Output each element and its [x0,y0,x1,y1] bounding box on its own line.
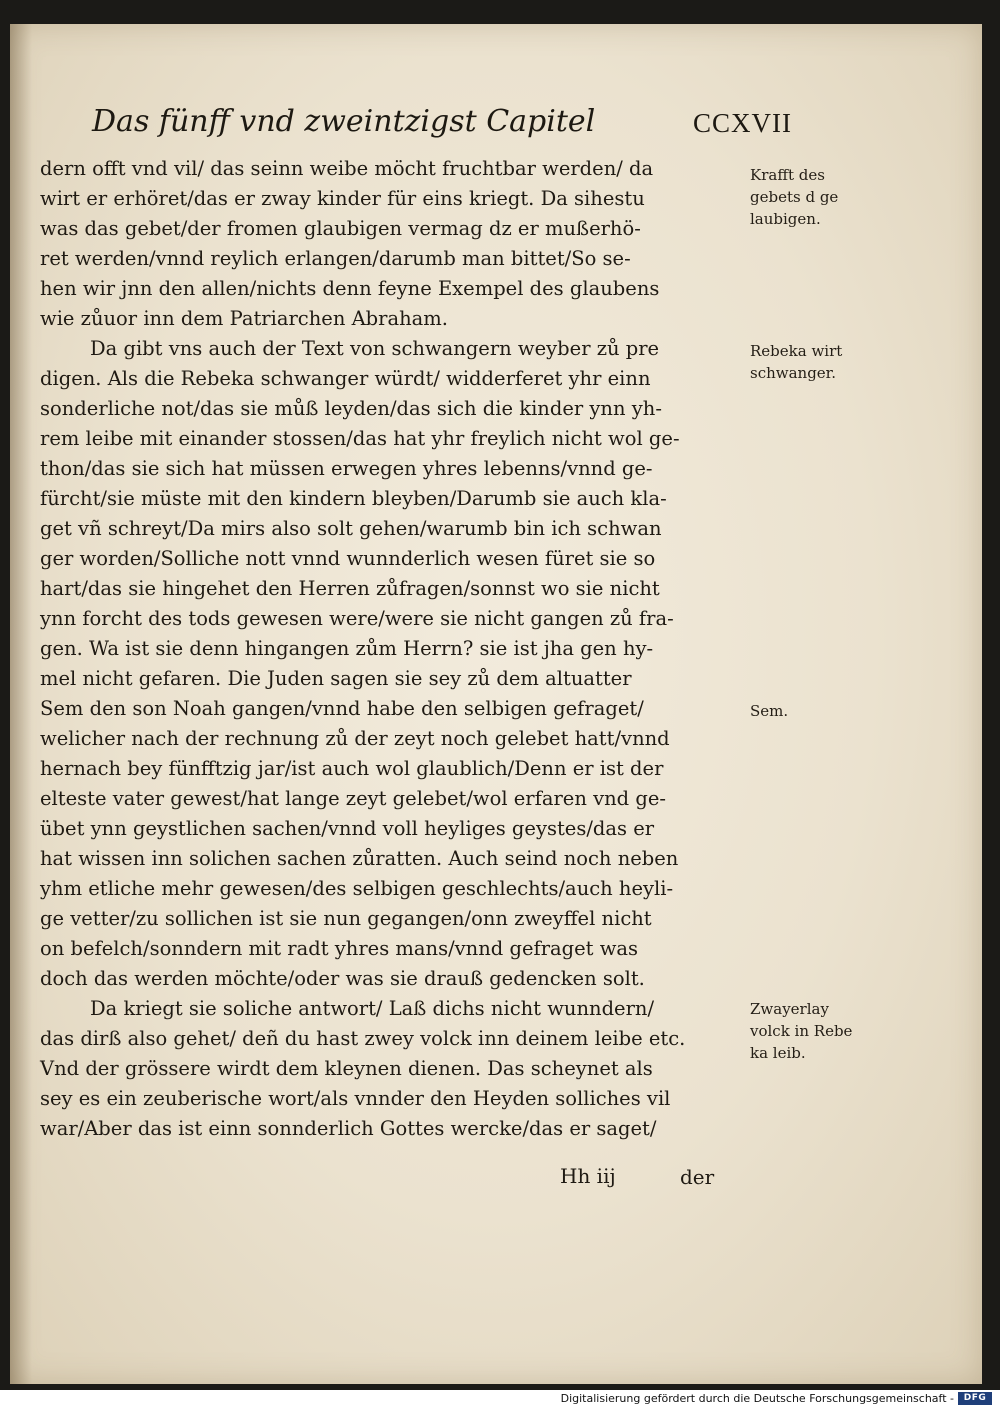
text-line: Da gibt vns auch der Text von schwangern weyber zů pre [90,337,660,360]
marginal-line: volck in Rebe [750,1022,853,1040]
text-line: gen. Wa ist sie denn hingangen zům Herrn? sie ist jha gen hy- [40,637,654,660]
catchword: der [680,1165,715,1189]
book-page [10,24,982,1384]
text-line: elteste vater gewest/hat lange zeyt gelebet/wol erfaren vnd ge- [40,787,666,810]
text-line: mel nicht gefaren. Die Juden sagen sie sey zů dem altuatter [40,667,632,690]
text-line: hernach bey fünfftzig jar/ist auch wol glaublich/Denn er ist der [40,757,664,780]
marginal-line: gebets d ge [750,188,839,206]
marginal-line: Zwayerlay [750,1000,829,1018]
folio-number: CCXVII [693,108,792,138]
text-line: hat wissen inn solichen sachen zůratten. Auch seind noch neben [40,847,679,870]
text-line: ynn forcht des tods gewesen were/were sie nicht gangen zů fra- [40,607,674,630]
text-line: das dirß also gehet/ deñ du hast zwey volck inn deinem leibe etc. [40,1027,686,1050]
marginal-line: Sem. [750,702,789,720]
text-line: ger worden/Solliche nott vnnd wunnderlich wesen füret sie so [40,547,656,570]
text-line: wirt er erhöret/das er zway kinder für eins kriegt. Da sihestu [40,187,645,210]
text-line: yhm etliche mehr gewesen/des selbigen geschlechts/auch heyli- [40,877,674,900]
text-line: on befelch/sonndern mit radt yhres mans/vnnd gefraget was [40,937,639,960]
viewer-footer [0,1390,1000,1408]
marginal-line: laubigen. [750,210,821,228]
text-line: sey es ein zeuberische wort/als vnnder den Heyden solliches vil [40,1087,671,1110]
text-line: hen wir jnn den allen/nichts denn feyne Exempel des glaubens [40,277,660,300]
paragraph-2 [40,334,760,994]
text-line: rem leibe mit einander stossen/das hat yhr freylich nicht wol ge- [40,427,680,450]
marginal-note-sem [750,700,880,722]
text-line: Vnd der grössere wirdt dem kleynen dienen. Das scheynet als [40,1057,653,1080]
text-line: übet ynn geystlichen sachen/vnnd voll heyliges geystes/das er [40,817,655,840]
paragraph-1 [40,154,760,334]
dfg-logo: DFG [958,1392,992,1405]
signature-mark: Hh iij [560,1164,616,1188]
text-line: Da kriegt sie soliche antwort/ Laß dichs nicht wunndern/ [90,997,655,1020]
text-line: hart/das sie hingehet den Herren zůfragen/sonnst wo sie nicht [40,577,660,600]
running-head [92,104,792,150]
marginal-line: ka leib. [750,1044,806,1062]
text-line: get vñ schreyt/Da mirs also solt gehen/warumb bin ich schwan [40,517,662,540]
marginal-line: schwanger. [750,364,836,382]
marginal-note-kraft [750,164,880,230]
text-line: ge vetter/zu sollichen ist sie nun gegangen/onn zweyffel nicht [40,907,652,930]
text-line: war/Aber das ist einn sonnderlich Gottes wercke/das er saget/ [40,1117,657,1140]
marginal-line: Rebeka wirt [750,342,843,360]
text-line: ret werden/vnnd reylich erlangen/darumb man bittet/So se- [40,247,631,270]
text-line: welicher nach der rechnung zů der zeyt noch gelebet hatt/vnnd [40,727,670,750]
text-line: wie zůuor inn dem Patriarchen Abraham. [40,307,448,330]
text-line: dern offt vnd vil/ das seinn weibe möcht fruchtbar werden/ da [40,157,654,180]
text-line: doch das werden möchte/oder was sie drauß gedencken solt. [40,967,645,990]
paragraph-3 [40,994,760,1144]
text-line: digen. Als die Rebeka schwanger würdt/ widderferet yhr einn [40,367,651,390]
marginal-note-rebeka [750,340,880,384]
text-line: was das gebet/der fromen glaubigen vermag dz er mußerhö- [40,217,641,240]
marginal-line: Krafft des [750,166,825,184]
funding-credit: Digitalisierung gefördert durch die Deutsche Forschungsgemeinschaft - [560,1392,954,1405]
chapter-heading: Das fünff vnd zweintzigst Capitel [92,104,596,139]
text-line: fürcht/sie müste mit den kindern bleyben/Darumb sie auch kla- [40,487,667,510]
text-line: Sem den son Noah gangen/vnnd habe den selbigen gefraget/ [40,697,644,720]
text-line: sonderliche not/das sie můß leyden/das sich die kinder ynn yh- [40,397,662,420]
text-line: thon/das sie sich hat müssen erwegen yhres lebenns/vnnd ge- [40,457,653,480]
marginal-note-zwayerlay [750,998,880,1064]
